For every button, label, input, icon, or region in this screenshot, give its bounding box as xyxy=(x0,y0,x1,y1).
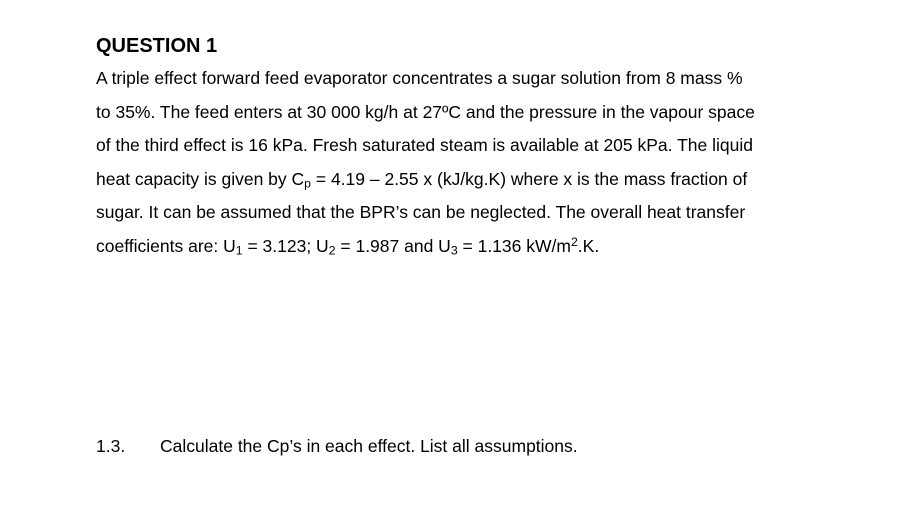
sub-question xyxy=(96,433,578,459)
subscript: 1 xyxy=(235,243,243,258)
paragraph-line xyxy=(96,230,836,264)
subscript: 2 xyxy=(328,243,336,258)
paragraph-line: to 35%. The feed enters at 30 000 kg/h at 27ºC and the pressure in the vapour space xyxy=(96,101,755,122)
superscript: 2 xyxy=(570,234,578,249)
text-run: = 1.136 kW/m xyxy=(457,235,571,256)
sub-question-text: Calculate the Cp’s in each effect. List all assumptions. xyxy=(160,436,578,456)
sub-question-number: 1.3. xyxy=(96,436,126,456)
text-run: = 3.123; U xyxy=(242,235,329,256)
paragraph-line xyxy=(96,163,836,197)
paragraph-line: of the third effect is 16 kPa. Fresh saturated steam is available at 205 kPa. The liquid xyxy=(96,135,753,155)
text-run: coefficients are: U xyxy=(96,235,236,256)
question-paragraph xyxy=(96,62,836,263)
paragraph-line: sugar. It can be assumed that the BPR’s can be neglected. The overall heat transfer xyxy=(96,202,746,222)
text-run: = 1.987 and U xyxy=(335,235,451,256)
subscript: p xyxy=(304,176,311,191)
subscript: 3 xyxy=(450,243,458,258)
text-run: heat capacity is given by C xyxy=(96,168,305,189)
text-run: = 4.19 – 2.55 x (kJ/kg.K) where x is the mass fraction of xyxy=(311,168,748,189)
paragraph-line: A triple effect forward feed evaporator concentrates a sugar solution from 8 mass % xyxy=(96,68,743,88)
text-run: .K. xyxy=(577,235,600,256)
question-heading: QUESTION 1 xyxy=(96,35,218,57)
